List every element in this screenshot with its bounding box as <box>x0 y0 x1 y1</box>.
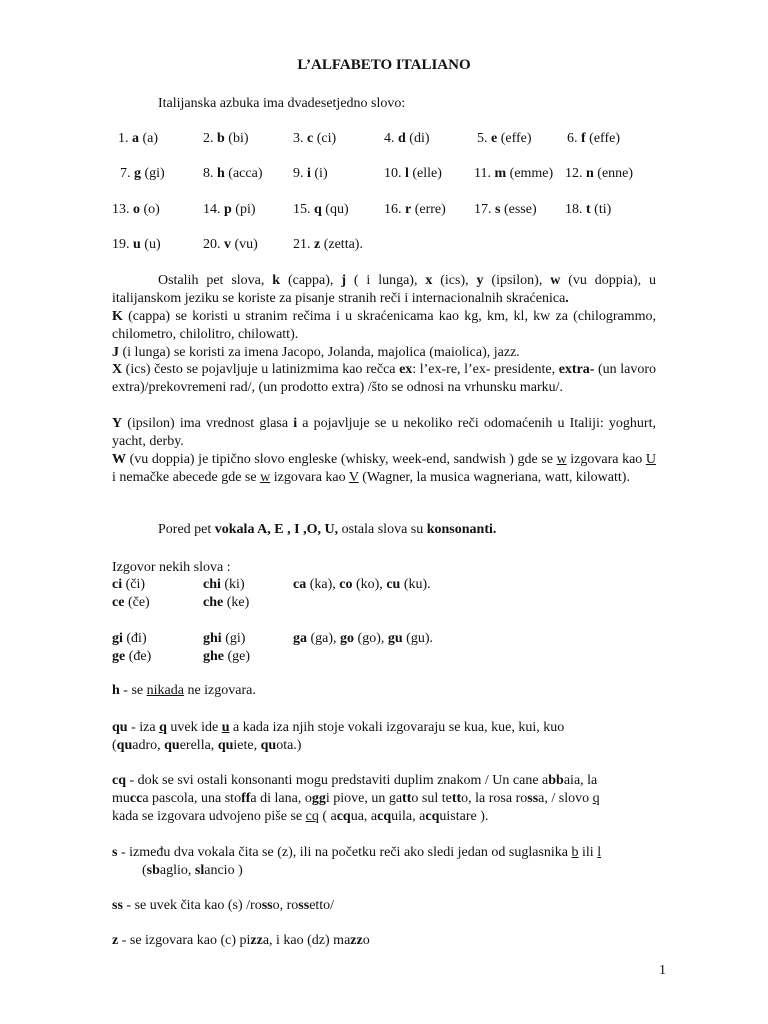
k-paragraph: K (cappa) se koristi u stranim rečima i u skraćenicama kao kg, km, kl, kw za (chilogrammo, chilometro, chilolitro, chilowatt). <box>112 309 656 342</box>
alphabet-letter-item: 3. c (ci) <box>293 131 337 146</box>
alphabet-letter-item: 9. i (i) <box>293 166 328 181</box>
foreign-letters-paragraph: Ostalih pet slova, k (cappa), j ( i lunga), x (ics), y (ipsilon), w (vu doppia), u italijanskom jeziku se koriste za pisanje stranih reči i internacionalnih skraćenica. <box>112 273 656 306</box>
pron-ga-go-gu: ga (ga), go (go), gu (gu). <box>293 631 433 646</box>
pron-gi: gi (đi) <box>112 631 147 646</box>
pron-ce: ce (če) <box>112 595 150 610</box>
ss-rule: ss - se uvek čita kao (s) /rosso, rossetto/ <box>112 898 335 913</box>
alphabet-letter-item: 4. d (di) <box>384 131 430 146</box>
j-paragraph: J (i lunga) se koristi za imena Jacopo, Jolanda, majolica (maiolica), jazz. <box>112 345 520 360</box>
alphabet-letter-item: 7. g (gi) <box>120 166 165 181</box>
pron-ca-co-cu: ca (ka), co (ko), cu (ku). <box>293 577 431 592</box>
h-rule: h - se nikada ne izgovara. <box>112 683 256 698</box>
qu-rule-line2: (quadro, querella, quiete, quota.) <box>112 738 302 753</box>
cq-rule-line1: cq - dok se svi ostali konsonanti mogu predstaviti duplim znakom / Un cane abbaia, la <box>112 773 598 788</box>
alphabet-letter-item: 15. q (qu) <box>293 202 349 217</box>
alphabet-letter-item: 17. s (esse) <box>474 202 537 217</box>
alphabet-letter-item: 21. z (zetta). <box>293 237 363 252</box>
alphabet-letter-item: 10. l (elle) <box>384 166 442 181</box>
y-paragraph: Y (ipsilon) ima vrednost glasa i a pojavljuje se u nekoliko reči odomaćenih u Italiji: yoghurt, yacht, derby. <box>112 416 656 449</box>
alphabet-letter-item: 16. r (erre) <box>384 202 446 217</box>
pron-ge: ge (đe) <box>112 649 152 664</box>
pron-chi: chi (ki) <box>203 577 245 592</box>
pron-che: che (ke) <box>203 595 250 610</box>
alphabet-letter-item: 13. o (o) <box>112 202 160 217</box>
s-rule-line1: s - između dva vokala čita se (z), ili na početku reči ako sledi jedan od suglasnika b ili l <box>112 845 602 860</box>
alphabet-letter-item: 19. u (u) <box>112 237 161 252</box>
alphabet-letter-item: 1. a (a) <box>118 131 159 146</box>
cq-rule-line3: kada se izgovara udvojeno piše se cq ( acqua, acquila, acquistare ). <box>112 809 489 824</box>
alphabet-letter-item: 11. m (emme) <box>474 166 554 181</box>
s-rule-line2: (sbaglio, slancio ) <box>142 863 243 878</box>
pronunciation-heading: Izgovor nekih slova : <box>112 560 231 575</box>
alphabet-letter-item: 5. e (effe) <box>477 131 532 146</box>
w-paragraph: W (vu doppia) je tipično slovo engleske (whisky, week-end, sandwish ) gde se w izgovara kao U i nemačke abecede gde se w izgovara kao V (Wagner, la musica wagneriana, watt, kilowatt). <box>112 452 656 485</box>
page-title: L’ALFABETO ITALIANO <box>297 57 471 73</box>
alphabet-letter-item: 14. p (pi) <box>203 202 256 217</box>
intro-line: Italijanska azbuka ima dvadesetjedno slovo: <box>158 96 406 111</box>
alphabet-letter-item: 8. h (acca) <box>203 166 263 181</box>
alphabet-letter-item: 18. t (ti) <box>565 202 612 217</box>
pron-ghi: ghi (gi) <box>203 631 246 646</box>
alphabet-letter-item: 2. b (bi) <box>203 131 249 146</box>
cq-rule-line2: mucca pascola, una stoffa di lana, oggi piove, un gatto sul tetto, la rosa rossa, / slovo q <box>112 791 600 806</box>
qu-rule-line1: qu - iza q uvek ide u a kada iza njih stoje vokali izgovaraju se kua, kue, kui, kuo <box>112 720 565 735</box>
pron-ghe: ghe (ge) <box>203 649 251 664</box>
z-rule: z - se izgovara kao (c) pizza, i kao (dz) mazzo <box>112 933 370 948</box>
alphabet-letter-item: 6. f (effe) <box>567 131 620 146</box>
alphabet-letter-item: 20. v (vu) <box>203 237 258 252</box>
vowels-line: Pored pet vokala A, E , I ,O, U, ostala slova su konsonanti. <box>158 522 497 537</box>
page-number: 1 <box>659 963 666 978</box>
alphabet-letter-item: 12. n (enne) <box>565 166 634 181</box>
x-paragraph: X (ics) često se pojavljuje u latinizmima kao rečca ex: l’ex-re, l’ex- presidente, extra- (un lavoro extra)/prekovremeni rad/, (un prodotto extra) /što se odnosi na vrhunsku marku/. <box>112 362 657 395</box>
pron-ci: ci (či) <box>112 577 146 592</box>
